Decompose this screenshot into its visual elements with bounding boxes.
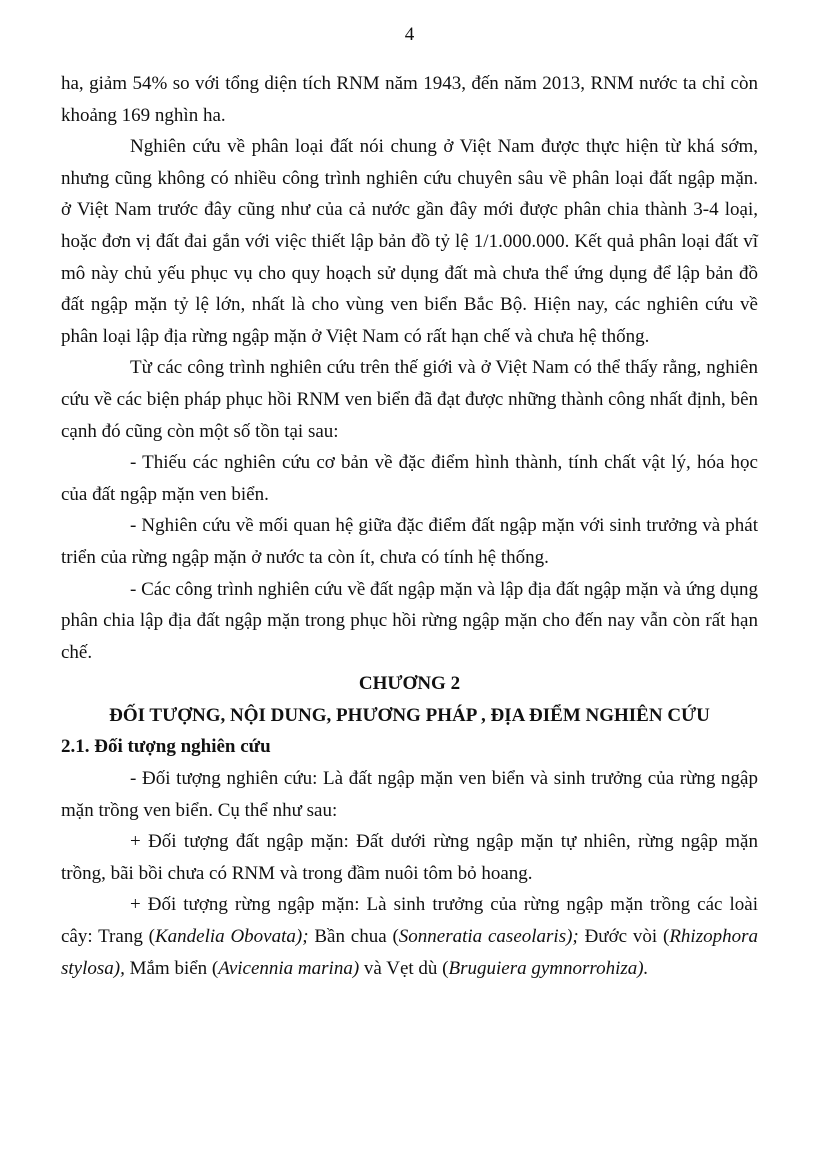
paragraph: Từ các công trình nghiên cứu trên thế giới và ở Việt Nam có thể thấy rằng, nghiên cứu về các biện pháp phục hồi RNM ven biển đã đạt được những thành công nhất định, bên cạnh đó cũng còn một số tồn tại sau:	[61, 357, 758, 442]
paragraph: - Đối tượng nghiên cứu: Là đất ngập mặn ven biển và sinh trưởng của rừng ngập mặn trồng ven biển. Cụ thể như sau:	[61, 768, 758, 821]
species-name: Sonneratia caseolaris);	[398, 926, 585, 948]
species-name: Avicennia marina)	[218, 957, 364, 979]
page-number: 4	[404, 24, 415, 45]
chapter-number: CHƯƠNG 2	[358, 673, 461, 695]
paragraph: Nghiên cứu về phân loại đất nói chung ở Việt Nam được thực hiện từ khá sớm, nhưng cũng không có nhiều công trình nghiên cứu chuyên sâu về phân loại đất ngập mặn. ở Việt Nam trước đây cũng như của cả nước gần đây mới được phân chia thành 3-4 loại, hoặc đơn vị đất đai gắn với việc thiết lập bản đồ tỷ lệ 1/1.000.000. Kết quả phân loại đất vĩ mô này chủ yếu phục vụ cho quy hoạch sử dụng đất mà chưa thể ứng dụng để lập bản đồ đất ngập mặn tỷ lệ lớn, nhất là cho vùng ven biển Bắc Bộ. Hiện nay, các nghiên cứu về phân loại lập địa rừng ngập mặn ở Việt Nam có rất hạn chế và chưa hệ thống.	[61, 136, 758, 347]
paragraph: ha, giảm 54% so với tổng diện tích RNM năm 1943, đến năm 2013, RNM nước ta chỉ còn khoảng 169 nghìn ha.	[61, 73, 758, 126]
text-segment: Bần chua (	[314, 926, 399, 948]
bullet-paragraph: - Thiếu các nghiên cứu cơ bản về đặc điểm hình thành, tính chất vật lý, hóa học của đất ngập mặn ven biển.	[61, 452, 758, 505]
species-name: Rhizophora stylosa),	[61, 926, 758, 979]
bullet-paragraph: - Các công trình nghiên cứu về đất ngập mặn và lập địa đất ngập mặn và ứng dụng phân chia lập địa đất ngập mặn trong phục hồi rừng ngập mặn cho đến nay vẫn còn rất hạn chế.	[61, 578, 758, 663]
body-text	[61, 68, 758, 984]
paragraph: + Đối tượng đất ngập mặn: Đất dưới rừng ngập mặn tự nhiên, rừng ngập mặn trồng, bãi bồi chưa có RNM và trong đầm nuôi tôm bỏ hoang.	[61, 831, 758, 884]
text-segment: và Vẹt dù (	[363, 957, 449, 979]
text-segment: + Đối tượng rừng ngập mặn: Là sinh trưởng của rừng ngập mặn trồng các loài cây: Trang (	[61, 894, 758, 948]
section-heading: 2.1. Đối tượng nghiên cứu	[61, 736, 271, 758]
species-paragraph	[61, 889, 758, 984]
text-segment: Mắm biển (	[129, 957, 219, 979]
chapter-title: ĐỐI TƯỢNG, NỘI DUNG, PHƯƠNG PHÁP , ĐỊA ĐIỂM NGHIÊN CỨU	[109, 704, 710, 726]
species-name: Kandelia Obovata);	[154, 926, 315, 948]
species-name: Bruguiera gymnorrohiza).	[448, 957, 649, 979]
text-segment: Đước vòi (	[584, 926, 670, 948]
bullet-paragraph: - Nghiên cứu về mối quan hệ giữa đặc điểm đất ngập mặn với sinh trưởng và phát triển của rừng ngập mặn ở nước ta còn ít, chưa có tính hệ thống.	[61, 515, 758, 568]
